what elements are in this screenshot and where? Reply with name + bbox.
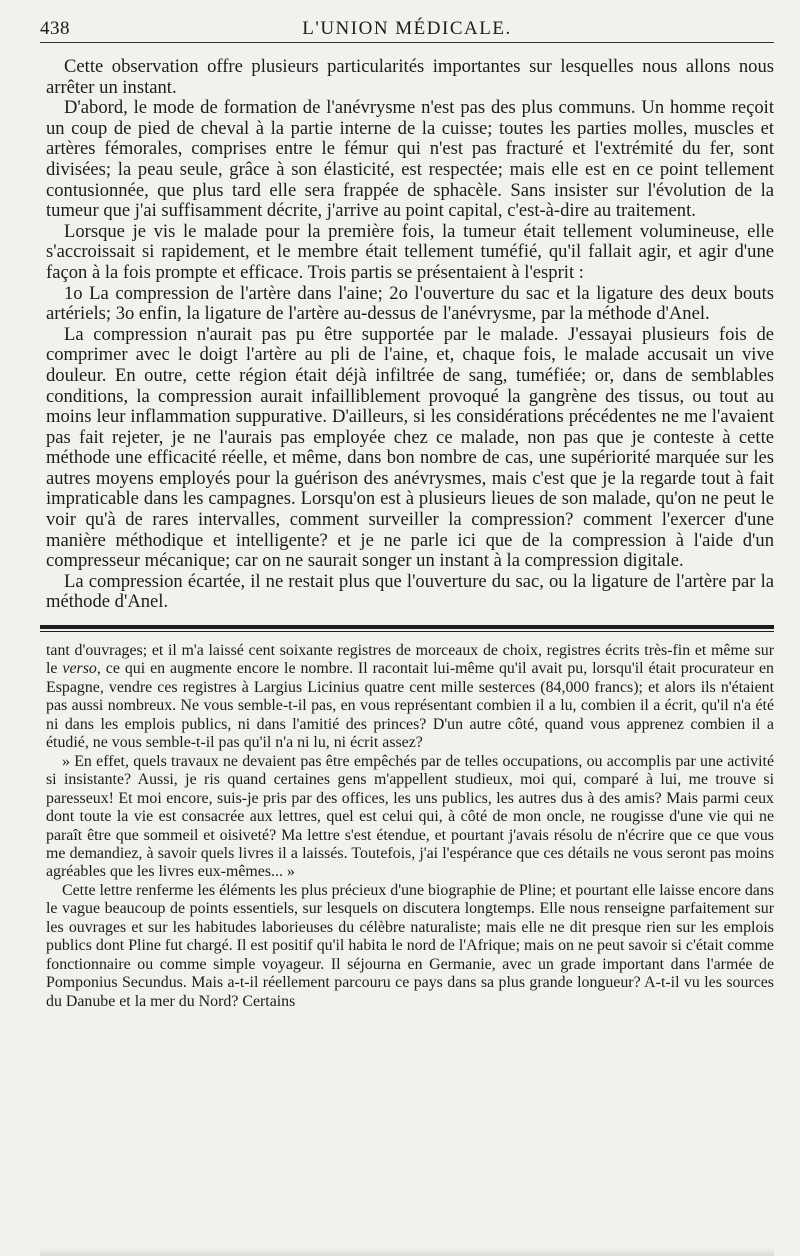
divider-thin-rule	[40, 631, 774, 632]
page-header	[40, 12, 774, 43]
feuilleton-paragraph: Cette lettre renferme les éléments les plus précieux d'une biographie de Pline; et pourtant elle laisse encore dans le vague beaucoup de points essentiels, sur lesquels on discutera longtemps. Elle nous renseigne parfaitement sur les ouvrages et sur les habitudes laborieuses du célèbre naturaliste; mais elle ne dit presque rien sur les emplois publics dont Pline fut chargé. Il est positif qu'il habita le nord de l'Afrique; mais on ne peut savoir si c'était comme fonctionnaire ou comme simple voyageur. Il séjourna en Germanie, avec un grade important dans l'armée de Pomponius Secundus. Mais a-t-il réellement parcouru ce pays dans sa plus grande longueur? A-t-il vu les sources du Danube et la mer du Nord? Certains	[46, 881, 774, 1010]
feuilleton-paragraph: tant d'ouvrages; et il m'a laissé cent soixante registres de morceaux de choix, registres écrits très-fin et même sur le verso, ce qui en augmente encore le nombre. Il racontait lui-même qu'il avait pu, lorsqu'il était procurateur en Espagne, vendre ces registres à Largius Licinius quatre cent mille sesterces (84,000 francs); et alors ils n'étaient pas aussi nombreux. Ne vous semble-t-il pas, en vous représentant combien il a lu, combien il a écrit, qu'il n'a été ni dans les emplois publics, ni dans l'amitié des princes? D'un autre côté, quand vous apprenez combien il a étudié, ne vous semble-t-il pas qu'il n'a ni lu, ni écrit assez?	[46, 642, 774, 752]
italic-word: verso	[62, 660, 97, 678]
running-title: L'UNION MÉDICALE.	[302, 18, 512, 39]
page-bottom-edge	[40, 1248, 774, 1256]
feuilleton-section	[40, 642, 774, 1011]
feuilleton-paragraph: » En effet, quels travaux ne devaient pas être empêchés par de telles occupations, ou accomplis par une activité si insistante? Aussi, je ris quand certaines gens m'appellent studieux, moi qui, comparé à lui, me trouve si paresseux! Et moi encore, suis-je pris par des offices, les uns publics, les autres dus à des amis? Mais parmi ceux dont toute la vie est consacrée aux lettres, quel est celui qui, à côté de mon oncle, ne rougisse d'une vie qui ne paraît être que sommeil et oisiveté? Ma lettre s'est étendue, et pourtant j'avais résolu de n'écrire que ce que vous me demandiez, à savoir quels livres il a laissés. Toutefois, j'ai l'espérance que ces détails ne vous seront pas moins agréables que les livres eux-mêmes... »	[46, 752, 774, 881]
paragraph: La compression n'aurait pas pu être supportée par le malade. J'essayai plusieurs fois de comprimer avec le doigt l'artère au pli de l'aine, et, chaque fois, le malade accusait un vive douleur. En outre, cette région était déjà infiltrée de sang, tuméfiée; or, dans de semblables conditions, la compression aurait infailliblement provoqué la gangrène des tissus, ou tout au moins leur inflammation suppurative. D'ailleurs, si les considérations précédentes ne me l'avaient pas fait rejeter, je ne l'aurais pas employée chez ce malade, non pas que je conteste à cette méthode une efficacité réelle, et même, dans bon nombre de cas, une supériorité marquée sur les autres moyens employés pour la guérison des anévrysmes, mais c'est que je la regarde tout à fait impraticable dans les campagnes. Lorsqu'on est à plusieurs lieues de son malade, qu'on ne peut le voir qu'à de rares intervalles, comment surveiller la compression? comment l'exercer d'une manière méthodique et intelligente? et je ne parle ici que de la compression à l'aide d'un compresseur mécanique; car on ne saurait songer un instant à la compression digitale.	[46, 323, 774, 572]
paragraph: Cette observation offre plusieurs particularités importantes sur lesquelles nous allons nous arrêter un instant.	[46, 56, 774, 98]
paragraph: D'abord, le mode de formation de l'anévrysme n'est pas des plus communs. Un homme reçoit un coup de pied de cheval à la partie interne de la cuisse; toutes les parties molles, muscles et artères fémorales, comprises entre le fémur qui n'est pas fracturé et l'extrémité du fer, sont divisées; la peau seule, grâce à son élasticité, est respectée; mais elle est en ce point tellement contusionnée, que plus tard elle sera frappée de sphacèle. Sans insister sur l'évolution de la tumeur que j'ai suffisamment décrite, j'arrive au point capital, c'est-à-dire au traitement.	[46, 97, 774, 222]
paragraph: 1o La compression de l'artère dans l'aine; 2o l'ouverture du sac et la ligature des deux bouts artériels; 3o enfin, la ligature de l'artère au-dessus de l'anévrysme, par la méthode d'Anel.	[46, 282, 774, 325]
main-article	[40, 57, 774, 613]
divider-thick-rule	[40, 625, 774, 629]
paragraph: La compression écartée, il ne restait plus que l'ouverture du sac, ou la ligature de l'artère par la méthode d'Anel.	[46, 570, 774, 613]
page-number: 438	[40, 18, 70, 39]
paragraph: Lorsque je vis le malade pour la première fois, la tumeur était tellement volumineuse, elle s'accroissait si rapidement, et le membre était tellement tuméfié, qu'il fallait agir, et agir d'une façon à la fois prompte et efficace. Trois partis se présentaient à l'esprit :	[46, 220, 774, 283]
section-divider	[40, 625, 774, 632]
